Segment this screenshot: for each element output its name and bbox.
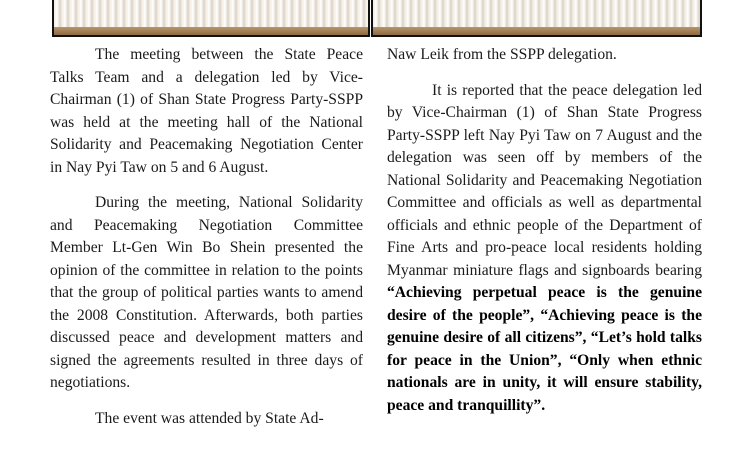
paragraph-attendance: The event was attended by State Ad-	[95, 409, 324, 427]
photo-meeting-left	[52, 0, 370, 37]
slogans-text: “Achieving perpetual peace is the genuine desire of the people”, “Achieving peace is the genuine desire of all citizens”, “Let’s hold talks for peace in the Union”, “Only when ethnic nationals are in unity, it will ensure stability, peace and tranquillity”.	[387, 284, 702, 414]
paragraph-continuation: Naw Leik from the SSPP delegation.	[387, 46, 617, 63]
paragraph-departure	[387, 80, 702, 418]
departure-text: It is reported that the peace delegation led by Vice-Chairman (1) of Shan State Progress Party-SSPP left Nay Pyi Taw on 7 August and the delegation was seen off by members of the National Solidarity and Peacemaking Negotiation Committee and officials as well as departmental officials and ethnic people of the Department of Fine Arts and pro-peace local residents holding Myanmar miniature flags and signboards bearing	[387, 81, 702, 279]
photo-meeting-right	[371, 0, 702, 37]
article-column-left	[50, 44, 363, 430]
article-column-right	[387, 44, 702, 417]
paragraph-meeting: The meeting between the State Peace Talks Team and a delegation led by Vice-Chairman (1) of Shan State Progress Party-SSPP was held at the meeting hall of the National Solidarity and Peacemaking Negotiation Center in Nay Pyi Taw on 5 and 6 August.	[50, 46, 363, 176]
paragraph-discussion: During the meeting, National Solidarity and Peacemaking Negotiation Committee Member Lt-Gen Win Bo Shein presented the opinion of the committee in relation to the points that the group of political parties wants to amend the 2008 Constitution. Afterwards, both parties discussed peace and development matters and signed the agreements resulted in three days of negotiations.	[50, 194, 363, 391]
